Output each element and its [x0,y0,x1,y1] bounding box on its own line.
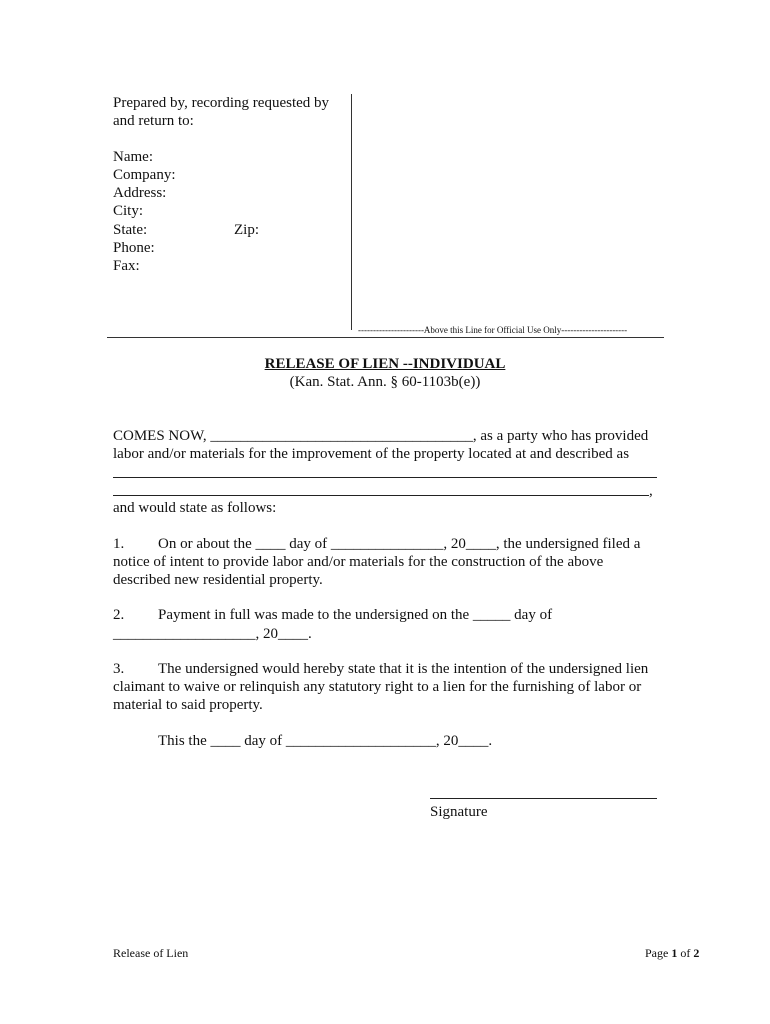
paragraph-3-number: 3. [113,661,125,677]
address-field-label: Address: [113,185,167,201]
phone-field-label: Phone: [113,240,155,256]
page-total: 2 [693,946,700,960]
paragraph-1-line1: On or about the ____ day of _______________, 20____, the undersigned filed a [158,536,641,552]
fax-field-label: Fax: [113,258,140,274]
footer-document-name: Release of Lien [113,946,189,960]
property-description-line2 [113,495,649,496]
zip-field-label: Zip: [234,222,259,238]
footer-page-number [645,946,699,961]
official-use-notice: ----------------------Above this Line for Official Use Only---------------------- [358,325,628,335]
company-field-label: Company: [113,167,176,183]
city-field-label: City: [113,203,144,219]
property-description-line1 [113,477,657,478]
page-current: 1 [671,946,678,960]
paragraph-3-line2: claimant to waive or relinquish any statutory right to a lien for the furnishing of labor or [113,679,642,695]
state-as-follows: and would state as follows: [113,500,277,516]
header-horizontal-divider [107,337,664,338]
signature-label: Signature [430,804,488,820]
page-prefix: Page [645,946,672,960]
state-field-label: State: [113,222,148,238]
paragraph-3-line3: material to said property. [113,697,263,713]
name-field-label: Name: [113,149,153,165]
prepared-by-label: Prepared by, recording requested by [113,95,330,111]
comes-now-line2: labor and/or materials for the improvement of the property located at and described as [113,446,630,462]
dated-line: This the ____ day of ____________________, 20____. [158,733,493,749]
paragraph-1-line3: described new residential property. [113,572,323,588]
document-title: RELEASE OF LIEN --INDIVIDUAL [264,356,506,372]
header-vertical-divider [351,94,352,330]
property-description-comma: , [649,483,653,499]
paragraph-1-line2: notice of intent to provide labor and/or materials for the construction of the above [113,554,604,570]
signature-line [430,798,657,799]
statute-citation: (Kan. Stat. Ann. § 60-1103b(e)) [289,374,481,390]
page-of: of [677,946,694,960]
paragraph-3-line1: The undersigned would hereby state that it is the intention of the undersigned lien [158,661,649,677]
paragraph-1-number: 1. [113,536,125,552]
return-to-label: and return to: [113,113,194,129]
paragraph-2-line1: Payment in full was made to the undersigned on the _____ day of [158,607,553,623]
paragraph-2-line2: ___________________, 20____. [113,626,312,642]
paragraph-2-number: 2. [113,607,125,623]
comes-now-line1: COMES NOW, ___________________________________, as a party who has provided [113,428,649,444]
